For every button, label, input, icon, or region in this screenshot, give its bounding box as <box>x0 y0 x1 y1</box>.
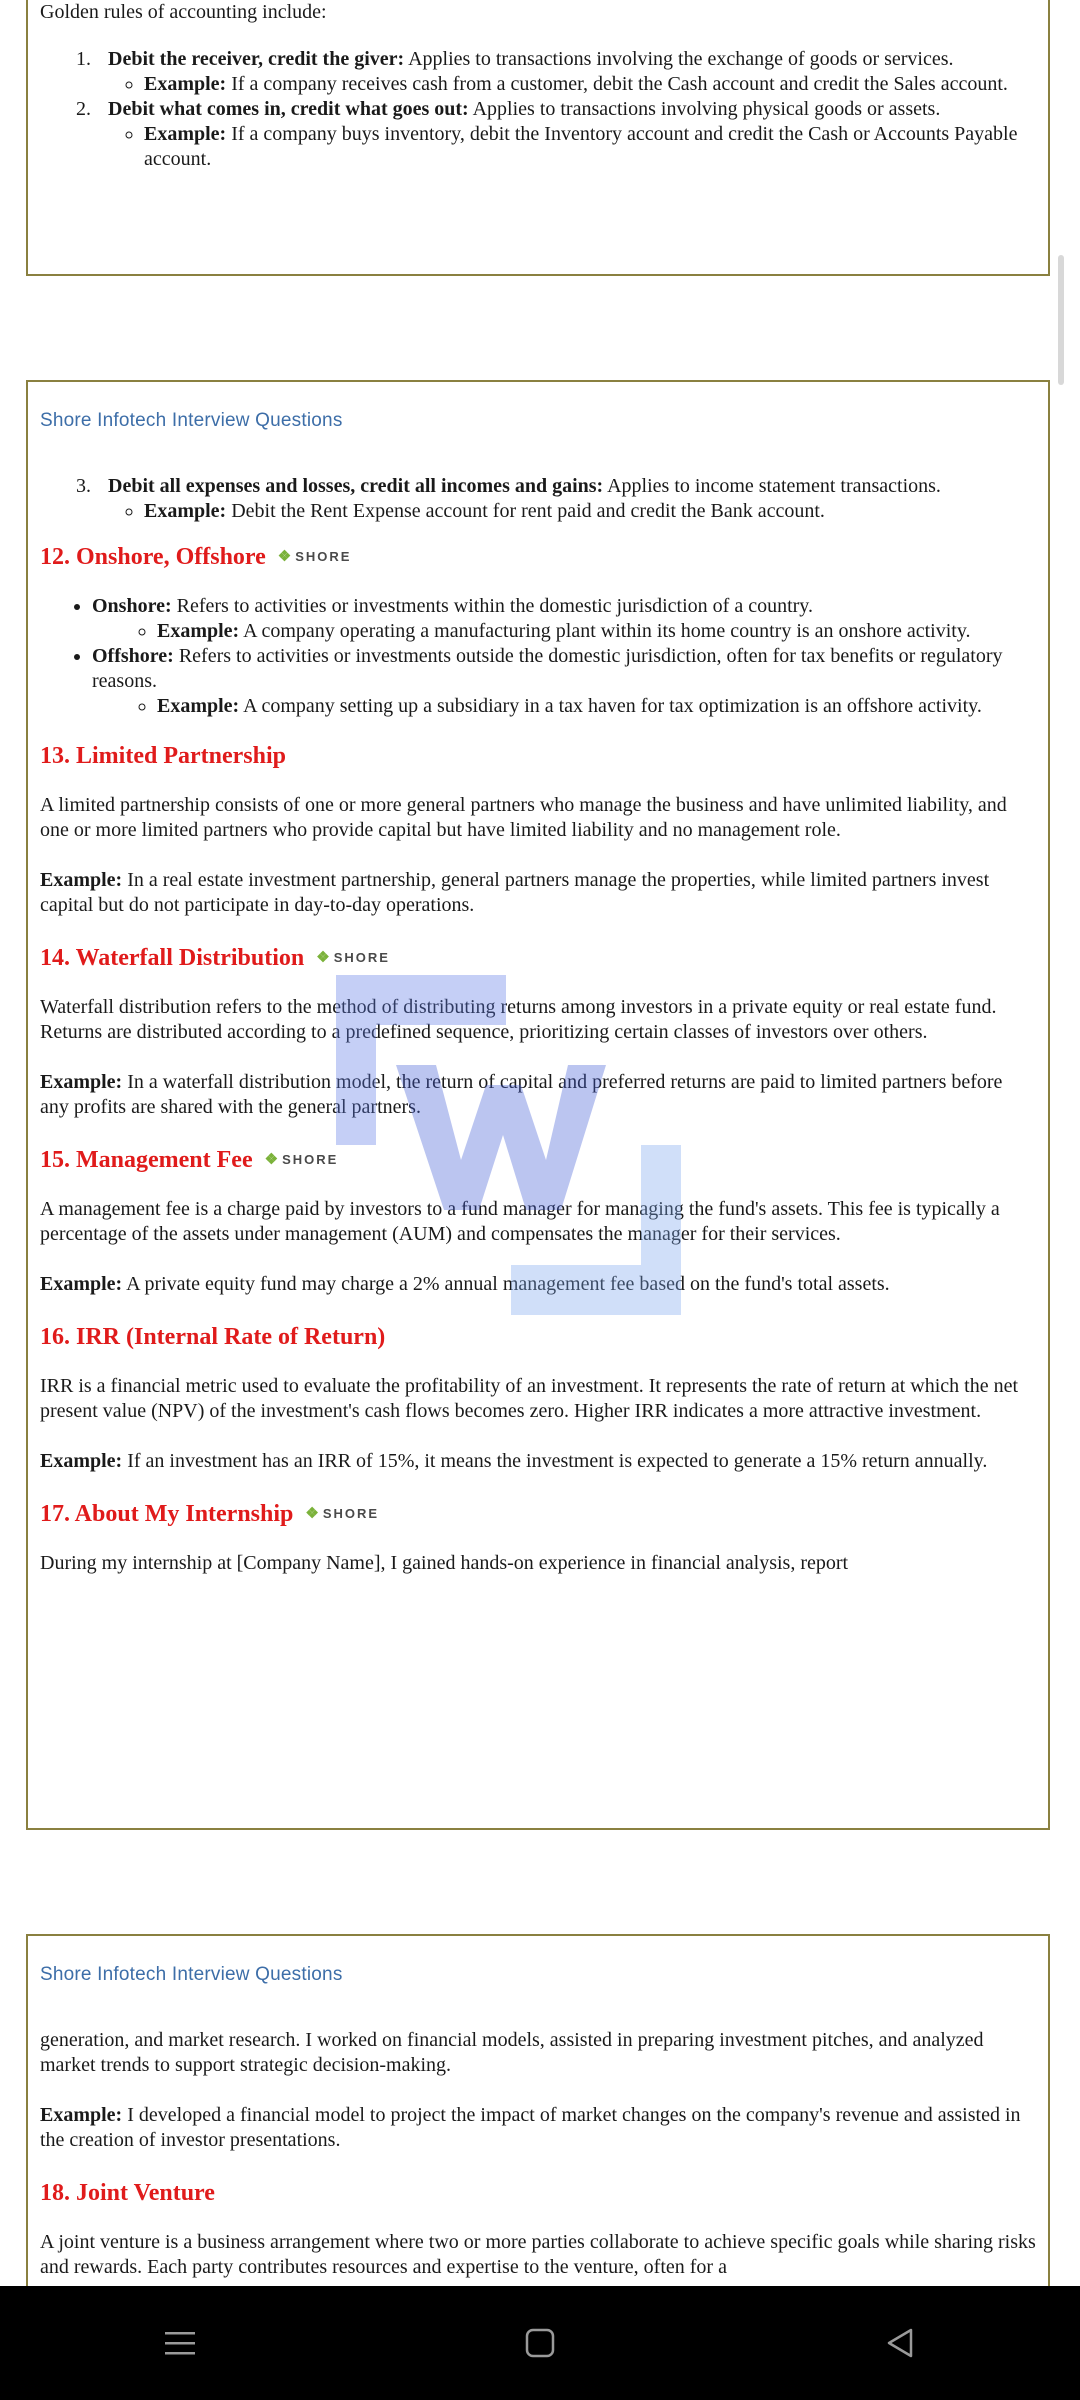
golden-rules-list <box>40 47 1036 172</box>
section-example: Example: I developed a financial model to project the impact of market changes on the company's revenue and assisted in the creation of investor presentations. <box>40 2104 1021 2151</box>
section-title-13: 13. Limited Partnership <box>40 743 286 769</box>
shore-leaf-icon: ❖ <box>316 949 330 966</box>
list-item: • Onshore: Refers to activities or investments within the domestic jurisdiction of a country. ◦ Example: A company operating a manufacturing plant within its home country is an onshore activity. <box>92 594 1036 644</box>
list-item: • Offshore: Refers to activities or investments outside the domestic jurisdiction, often for tax benefits or regulatory reasons. ◦ Example: A company setting up a subsidiary in a tax haven for tax optimization is an offshore activity. <box>92 644 1036 719</box>
section-title-14: 14. Waterfall Distribution ❖ SHORE <box>40 945 390 971</box>
list-item: ◦ Example: Debit the Rent Expense account for rent paid and credit the Bank account. <box>144 499 941 524</box>
section-body: During my internship at [Company Name], I gained hands-on experience in financial analysis, report <box>40 1552 849 1574</box>
onshore-offshore-list <box>40 594 1036 719</box>
document-page-1 <box>26 0 1050 276</box>
back-icon <box>884 2327 916 2359</box>
section-body: generation, and market research. I worked on financial models, assisted in preparing investment pitches, and analyzed market trends to support strategic decision-making. <box>40 2029 984 2076</box>
scrollbar-thumb[interactable] <box>1058 255 1064 385</box>
menu-button[interactable] <box>140 2313 220 2373</box>
shore-leaf-icon: ❖ <box>264 1151 279 1168</box>
page-header: Shore Infotech Interview Questions <box>40 410 343 431</box>
section-example: Example: A private equity fund may charge a 2% annual management fee based on the fund's total assets. <box>40 1273 890 1295</box>
section-body: Waterfall distribution refers to the method of distributing returns among investors in a private equity or real estate fund. Returns are distributed according to a predefined sequence, prioritizing certain classes of investors over others. <box>40 996 997 1043</box>
shore-logo: ❖ SHORE <box>278 542 352 572</box>
document-page-3 <box>26 1934 1050 2334</box>
menu-icon <box>163 2328 197 2358</box>
section-title-15: 15. Management Fee ❖ SHORE <box>40 1147 339 1173</box>
list-item: ◦ Example: If a company buys inventory, debit the Inventory account and credit the Cash or Accounts Payable account. <box>144 122 1036 172</box>
list-item: 3. Debit all expenses and losses, credit all incomes and gains: Applies to income statement transactions. ◦ Example: Debit the Rent Expense account for rent paid and credit the Bank account. <box>76 474 1036 524</box>
section-body: A joint venture is a business arrangement where two or more parties collaborate to achieve specific goals while sharing risks and rewards. Each party contributes resources and expertise to the venture, often for a <box>40 2231 1036 2278</box>
shore-logo: ❖ SHORE <box>265 1145 339 1175</box>
list-item: ◦ Example: If a company receives cash from a customer, debit the Cash account and credit the Sales account. <box>144 72 1008 97</box>
section-title-18: 18. Joint Venture <box>40 2180 215 2206</box>
list-item: 1. Debit the receiver, credit the giver: Applies to transactions involving the exchange of goods or services. ◦ Example: If a company receives cash from a customer, debit the Cash account and credit the Sales account. <box>76 47 1036 97</box>
list-item: ◦ Example: A company setting up a subsidiary in a tax haven for tax optimization is an offshore activity. <box>157 694 1036 719</box>
back-button[interactable] <box>860 2313 940 2373</box>
section-example: Example: In a waterfall distribution model, the return of capital and preferred returns are paid to limited partners before any profits are shared with the general partners. <box>40 1071 1003 1118</box>
shore-logo: ❖ SHORE <box>305 1499 379 1529</box>
intro-text: Golden rules of accounting include: <box>40 1 327 23</box>
section-title-17: 17. About My Internship ❖ SHORE <box>40 1501 380 1527</box>
shore-leaf-icon: ❖ <box>277 548 292 565</box>
list-item: ◦ Example: A company operating a manufacturing plant within its home country is an onshore activity. <box>157 619 1036 644</box>
shore-logo: ❖ SHORE <box>316 943 390 973</box>
section-body: A management fee is a charge paid by investors to a fund manager for managing the fund's assets. This fee is typically a percentage of the assets under management (AUM) and compensates the manager for their services. <box>40 1198 1000 1245</box>
home-button[interactable] <box>500 2313 580 2373</box>
golden-rules-list-cont <box>40 474 1036 524</box>
document-page-2 <box>26 380 1050 1830</box>
section-title-16: 16. IRR (Internal Rate of Return) <box>40 1324 386 1350</box>
shore-leaf-icon: ❖ <box>305 1505 319 1522</box>
page-header: Shore Infotech Interview Questions <box>40 1964 343 1985</box>
section-example: Example: If an investment has an IRR of 15%, it means the investment is expected to generate a 15% return annually. <box>40 1450 988 1472</box>
section-title-12: 12. Onshore, Offshore ❖ SHORE <box>40 544 352 570</box>
section-example: Example: In a real estate investment partnership, general partners manage the properties, while limited partners invest capital but do not participate in day-to-day operations. <box>40 869 990 916</box>
home-icon <box>524 2327 556 2359</box>
list-item: 2. Debit what comes in, credit what goes out: Applies to transactions involving physical goods or assets. ◦ Example: If a company buys inventory, debit the Inventory account and credit the Cash or Accounts Payable account. <box>76 97 1036 172</box>
section-body: IRR is a financial metric used to evaluate the profitability of an investment. It represents the rate of return at which the net present value (NPV) of the investment's cash flows becomes zero. Higher IRR indicates a more attractive investment. <box>40 1375 1018 1422</box>
section-body: A limited partnership consists of one or more general partners who manage the business and have unlimited liability, and one or more limited partners who provide capital but have limited liability and no management role. <box>40 794 1007 841</box>
system-navigation-bar <box>0 2286 1080 2400</box>
